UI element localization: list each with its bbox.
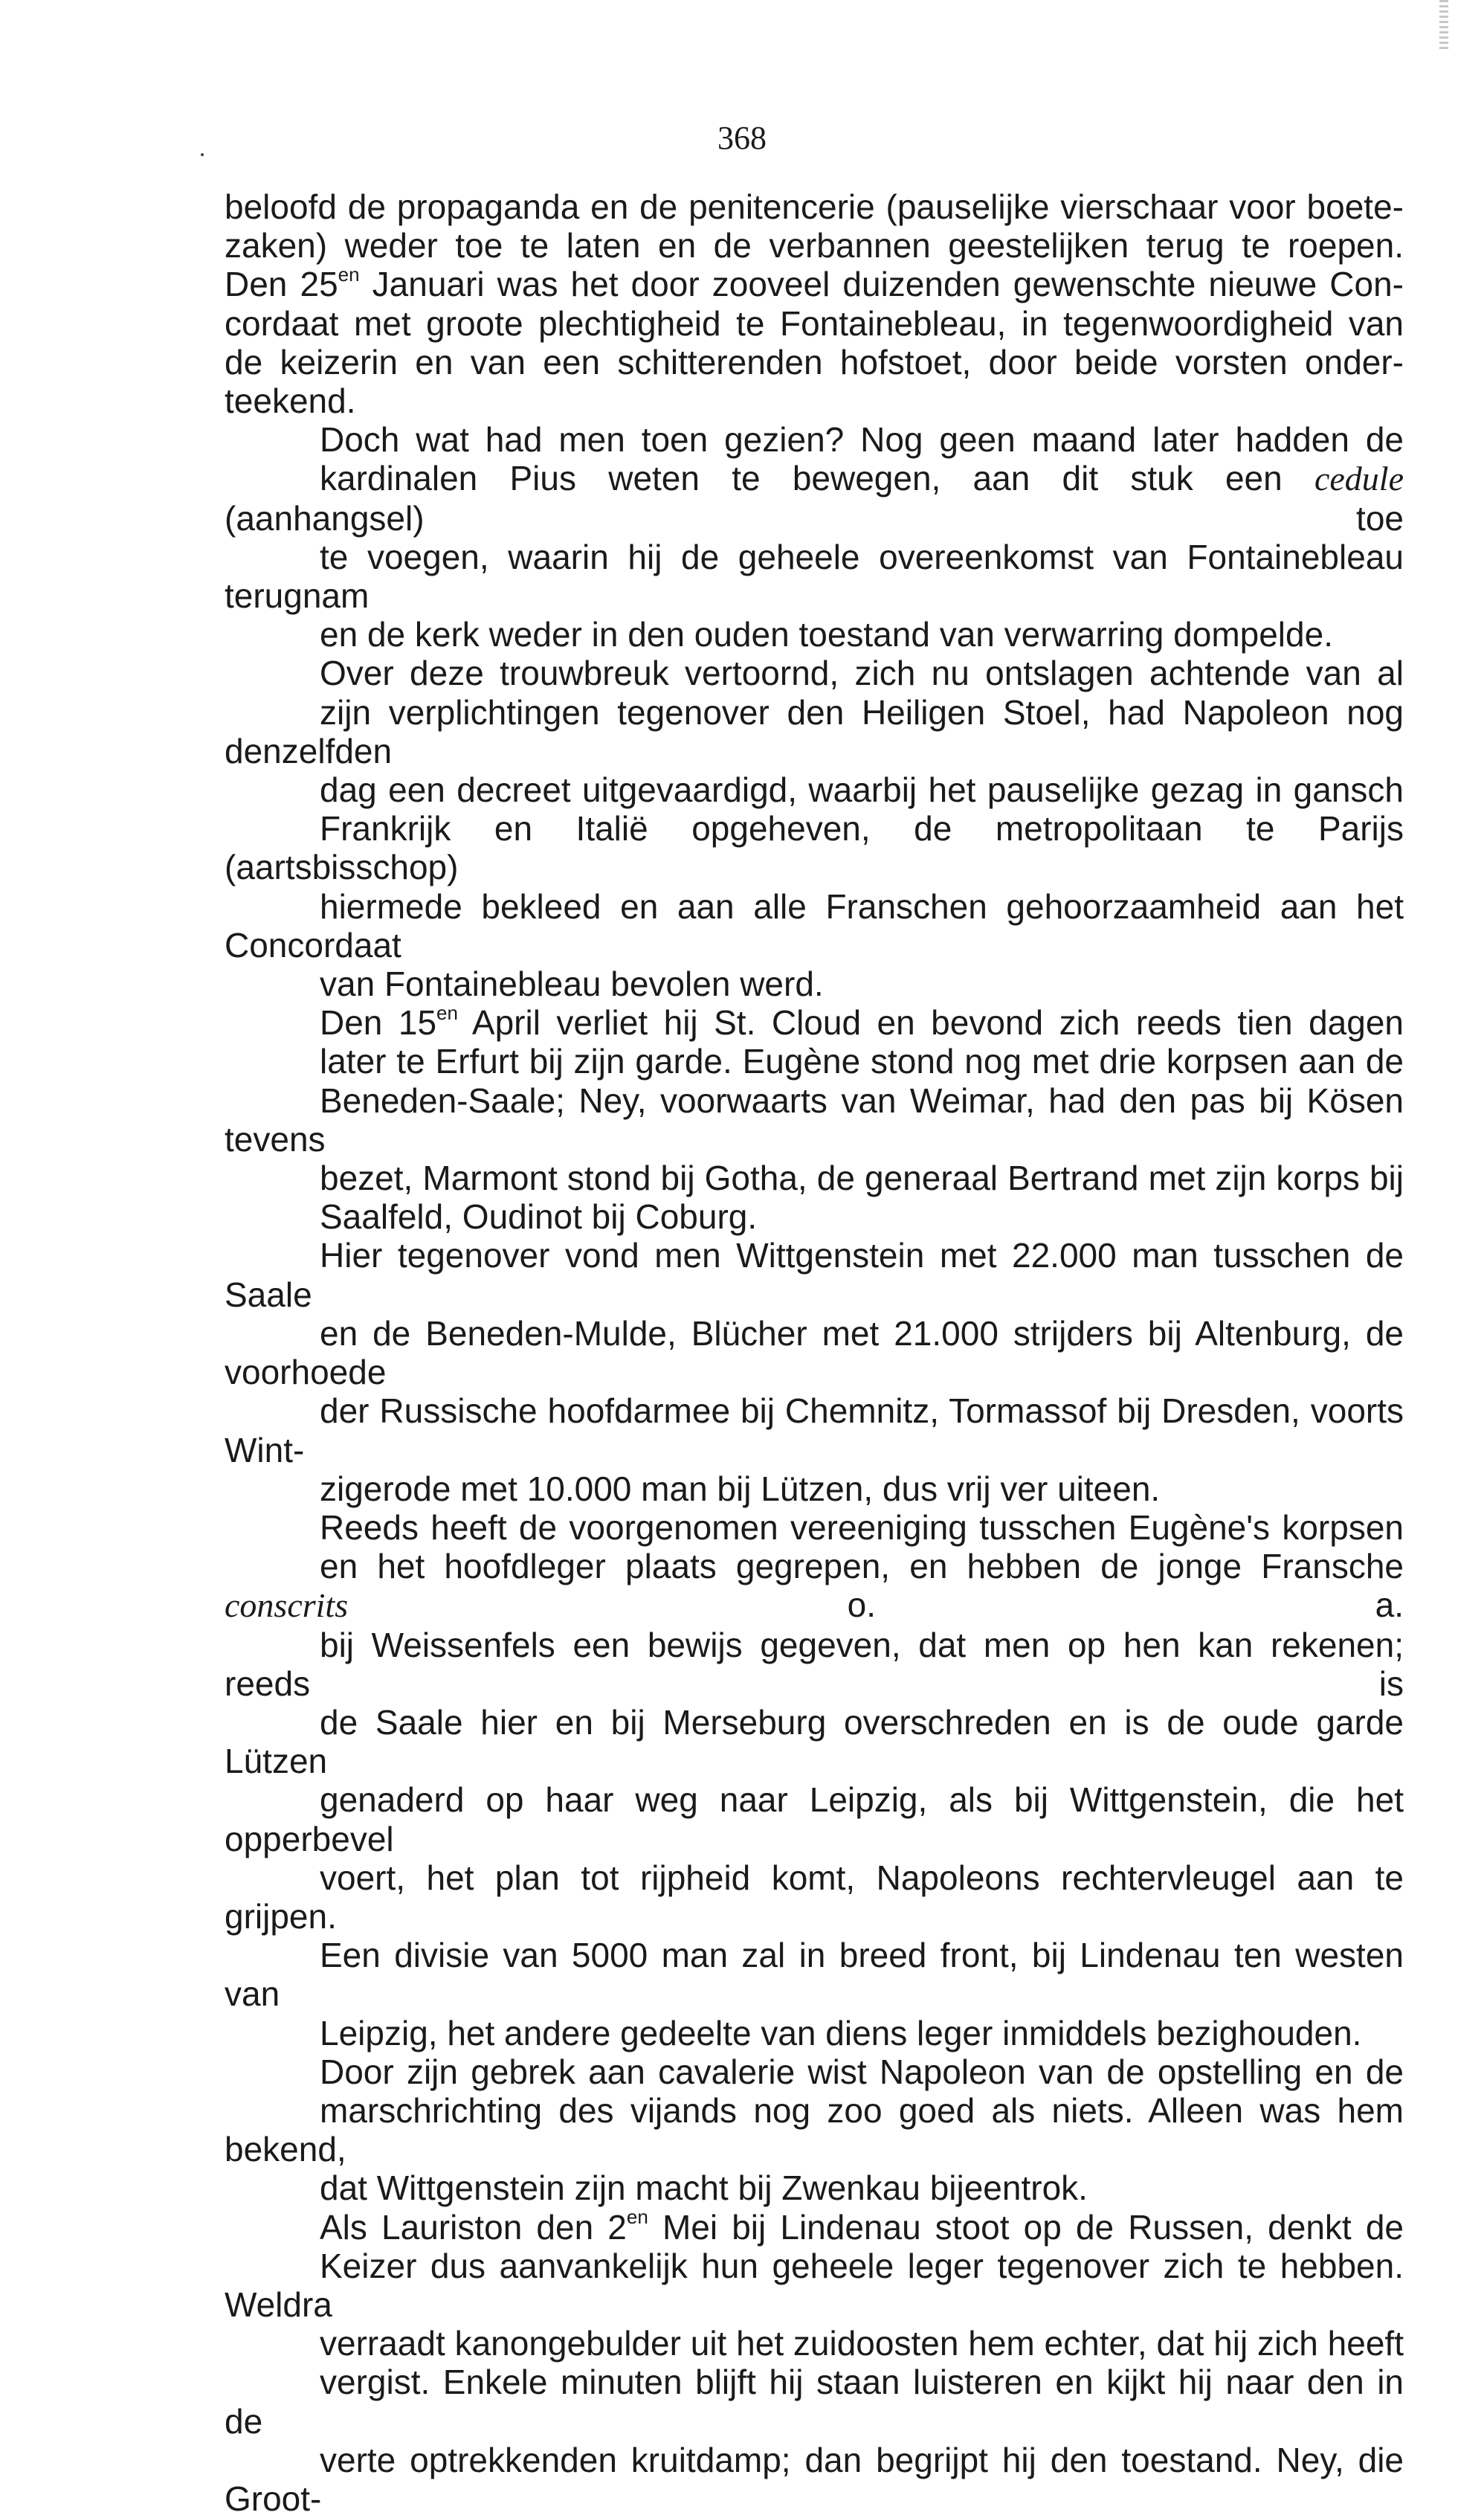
text-line xyxy=(225,2091,1404,2168)
text-line xyxy=(225,226,1404,265)
text-run: van Fontainebleau bevolen werd. xyxy=(320,965,824,1004)
text-run: April verliet hij St. Cloud en bevond zich reeds tien dagen xyxy=(457,1003,1404,1043)
text-run: Den 15 xyxy=(320,1003,437,1043)
text-line xyxy=(225,1508,1404,1547)
text-line xyxy=(225,1858,1404,1936)
text-run: dat Wittgenstein zijn macht bij Zwenkau bijeentrok. xyxy=(320,2168,1088,2208)
text-run: Den 25 xyxy=(225,265,338,304)
ordinal-superscript: en xyxy=(338,263,360,286)
text-line xyxy=(225,381,1404,420)
text-run: cordaat met groote plechtigheid te Fontainebleau, in tegenwoordigheid van xyxy=(225,303,1404,343)
text-line xyxy=(225,2441,1404,2518)
text-line xyxy=(225,2168,1404,2207)
text-run: (aanhangsel) toe xyxy=(225,498,1404,538)
paragraph xyxy=(225,1236,1404,1507)
text-run: Een divisie van 5000 man zal in breed front, bij Lindenau ten westen van xyxy=(225,1936,1404,2014)
ordinal-superscript: en xyxy=(626,2206,648,2229)
text-run: Reeds heeft de voorgenomen vereeniging tusschen Eugène's korpsen xyxy=(320,1507,1404,1547)
text-run: teekend. xyxy=(225,381,356,421)
italic-term: cedule xyxy=(1314,460,1404,498)
text-line xyxy=(225,615,1404,654)
text-run: Hier tegenover vond men Wittgenstein met 22.000 man tusschen de Saale xyxy=(225,1236,1404,1314)
text-run: o. a. xyxy=(348,1585,1404,1625)
text-line xyxy=(225,2324,1404,2363)
text-run: Over deze trouwbreuk vertoornd, zich nu ontslagen achtende van al xyxy=(320,654,1404,693)
text-run: Beneden-Saale; Ney, voorwaarts van Weimar, had den pas bij Kösen tevens xyxy=(225,1081,1404,1159)
text-run: Frankrijk en Italië opgeheven, de metropolitaan te Parijs (aartsbisschop) xyxy=(225,809,1404,887)
paragraph xyxy=(225,654,1404,1003)
body-text xyxy=(225,187,1404,2518)
text-run: voert, het plan tot rijpheid komt, Napoleons rechtervleugel aan te grijpen. xyxy=(225,1858,1404,1936)
text-run: Januari was het door zooveel duizenden gewenschte nieuwe Con- xyxy=(359,265,1404,304)
text-line xyxy=(225,809,1404,886)
text-run: bij Weissenfels een bewijs gegeven, dat men op hen kan rekenen; reeds is xyxy=(225,1625,1404,1703)
text-line xyxy=(225,1547,1404,1625)
text-run: en het hoofdleger plaats gegrepen, en hebben de jonge Fransche xyxy=(320,1547,1404,1586)
text-line xyxy=(225,1780,1404,1858)
text-line xyxy=(225,459,1404,537)
text-run: zigerode met 10.000 man bij Lützen, dus vrij ver uiteen. xyxy=(320,1469,1161,1508)
text-line xyxy=(225,2052,1404,2091)
paragraph xyxy=(225,1508,1404,2052)
text-run: marschrichting des vijands nog zoo goed als niets. Alleen was hem bekend, xyxy=(225,2090,1404,2169)
paragraph xyxy=(225,2208,1404,2518)
text-run: kardinalen Pius weten te bewegen, aan dit stuk een xyxy=(320,459,1314,498)
text-run: Door zijn gebrek aan cavalerie wist Napoleon van de opstelling en de xyxy=(320,2052,1404,2091)
text-run: vergist. Enkele minuten blijft hij staan luisteren en kijkt hij naar den in de xyxy=(225,2363,1404,2441)
text-run: verte optrekkenden kruitdamp; dan begrijpt hij den toestand. Ney, die Groot- xyxy=(225,2440,1404,2518)
text-line xyxy=(225,1236,1404,1313)
text-line xyxy=(225,965,1404,1003)
page-number: 368 xyxy=(717,120,767,156)
text-run: der Russische hoofdarmee bij Chemnitz, Tormassof bij Dresden, voorts Wint- xyxy=(225,1391,1404,1469)
text-line xyxy=(225,1703,1404,1780)
text-line xyxy=(225,1936,1404,2013)
paragraph xyxy=(225,1003,1404,1236)
text-run: bezet, Marmont stond bij Gotha, de generaal Bertrand met zijn korps bij xyxy=(320,1159,1404,1198)
text-run: Leipzig, het andere gedeelte van diens leger inmiddels bezighouden. xyxy=(320,2013,1362,2052)
text-run: beloofd de propaganda en de penitencerie (pauselijke vierschaar voor boete- xyxy=(225,187,1404,226)
text-run: de keizerin en van een schitterenden hofstoet, door beide vorsten onder- xyxy=(225,342,1404,381)
text-line xyxy=(225,304,1404,343)
text-line xyxy=(225,2363,1404,2440)
text-line xyxy=(225,1391,1404,1469)
text-line xyxy=(225,770,1404,809)
text-run: en de kerk weder in den ouden toestand van verwarring dompelde. xyxy=(320,615,1333,654)
text-run: verraadt kanongebulder uit het zuidoosten hem echter, dat hij zich heeft xyxy=(320,2324,1404,2363)
text-run: hiermede bekleed en aan alle Franschen gehoorzaamheid aan het Concordaat xyxy=(225,886,1404,965)
text-run: Mei bij Lindenau stoot op de Russen, denkt de xyxy=(648,2207,1404,2247)
text-line xyxy=(225,2014,1404,2052)
text-line xyxy=(225,654,1404,692)
text-line xyxy=(225,343,1404,381)
text-line xyxy=(225,887,1404,965)
text-line xyxy=(225,1159,1404,1197)
text-line xyxy=(225,1042,1404,1081)
text-run: later te Erfurt bij zijn garde. Eugène stond nog met drie korpsen aan de xyxy=(320,1042,1404,1081)
text-line xyxy=(225,1081,1404,1159)
text-run: de Saale hier en bij Merseburg overschreden en is de oude garde Lützen xyxy=(225,1702,1404,1781)
text-line xyxy=(225,1197,1404,1236)
text-run: Saalfeld, Oudinot bij Coburg. xyxy=(320,1197,758,1237)
paragraph xyxy=(225,187,1404,420)
text-line xyxy=(225,1003,1404,1042)
paragraph xyxy=(225,420,1404,654)
text-run: genaderd op haar weg naar Leipzig, als bij Wittgenstein, die het opperbevel xyxy=(225,1780,1404,1858)
scan-artifact xyxy=(1439,0,1448,52)
text-line xyxy=(225,1626,1404,1703)
text-line xyxy=(225,1314,1404,1391)
text-line xyxy=(225,2247,1404,2324)
text-run: zaken) weder toe te laten en de verbannen geestelijken terug te roepen. xyxy=(225,226,1404,265)
text-run: dag een decreet uitgevaardigd, waarbij het pauselijke gezag in gansch xyxy=(320,770,1404,810)
ordinal-superscript: en xyxy=(436,1001,458,1024)
italic-term: conscrits xyxy=(225,1586,349,1625)
text-run: zijn verplichtingen tegenover den Heiligen Stoel, had Napoleon nog denzelfden xyxy=(225,692,1404,770)
text-line xyxy=(225,693,1404,770)
text-run: Doch wat had men toen gezien? Nog geen maand later hadden de xyxy=(320,420,1404,460)
text-line xyxy=(225,420,1404,459)
text-line xyxy=(225,2208,1404,2247)
text-run: Als Lauriston den 2 xyxy=(320,2207,627,2247)
text-run: en de Beneden-Mulde, Blücher met 21.000 strijders bij Altenburg, de voorhoede xyxy=(225,1313,1404,1392)
text-run: Keizer dus aanvankelijk hun geheele leger tegenover zich te hebben. Weldra xyxy=(225,2246,1404,2324)
text-line xyxy=(225,538,1404,615)
text-line xyxy=(225,187,1404,226)
text-line xyxy=(225,265,1404,303)
paragraph xyxy=(225,2052,1404,2208)
text-line xyxy=(225,1469,1404,1508)
text-run: te voegen, waarin hij de geheele overeenkomst van Fontainebleau terugnam xyxy=(225,537,1404,616)
